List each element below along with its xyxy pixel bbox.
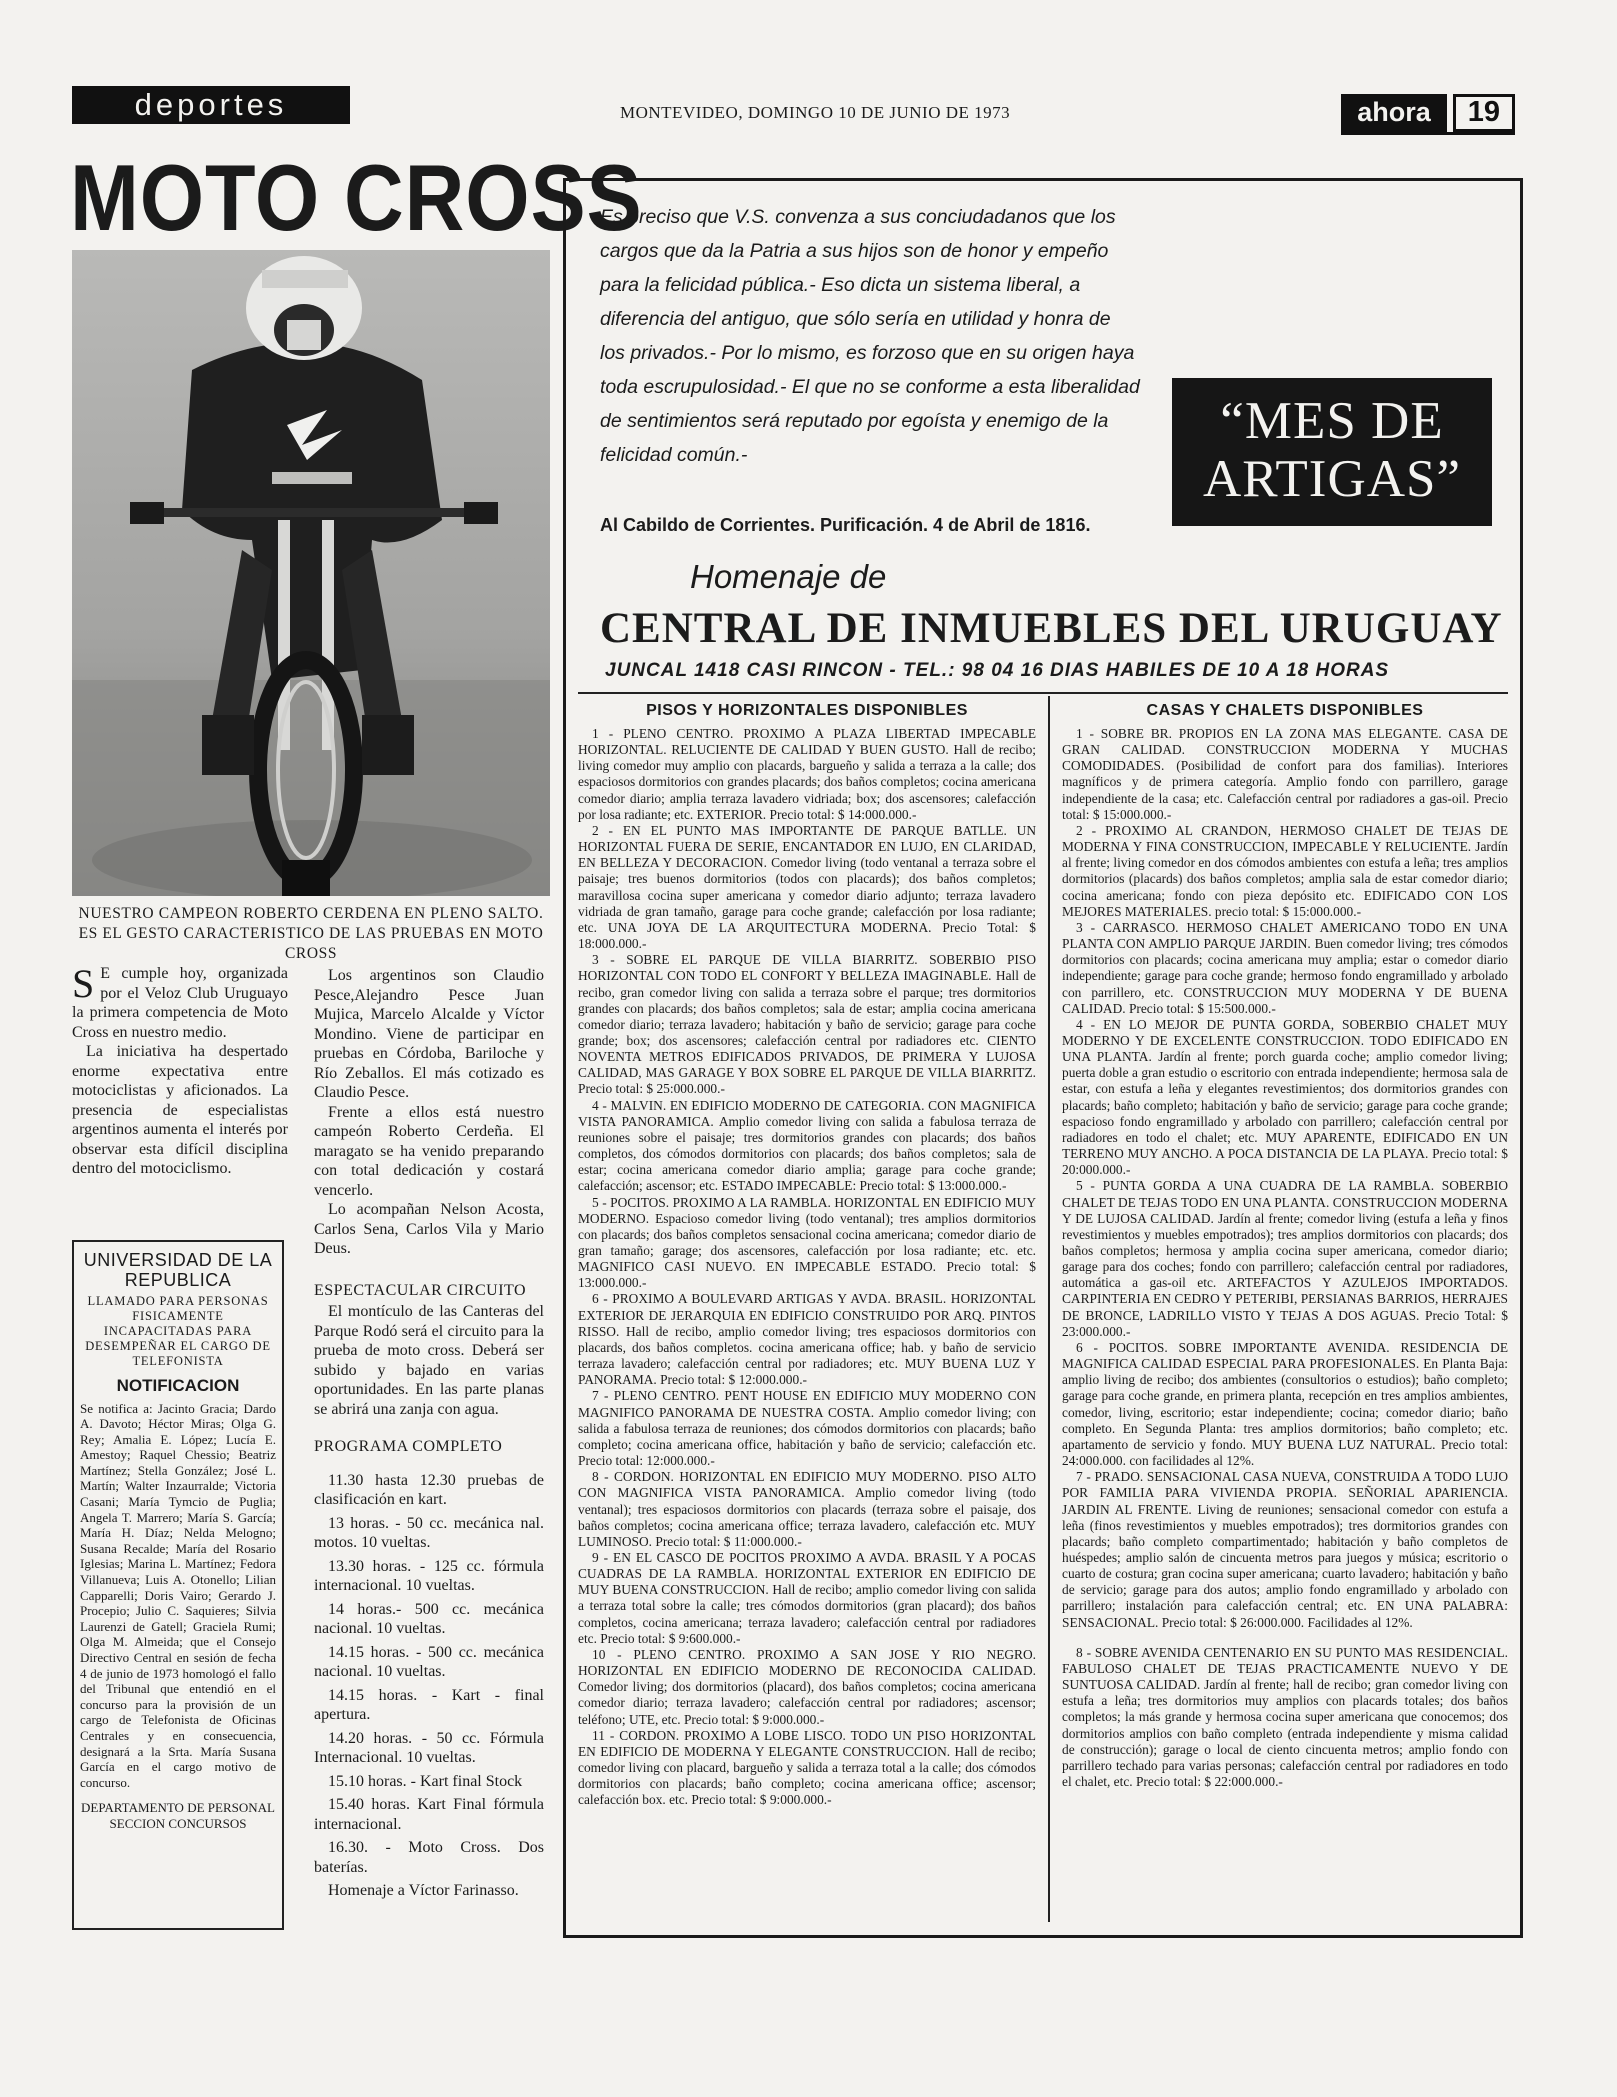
program-item: 14.20 horas. - 50 cc. Fórmula Internacional. 10 vueltas. [314, 1729, 544, 1766]
listing-item: 4 - MALVIN. EN EDIFICIO MODERNO DE CATEGORIA. CON MAGNIFICA VISTA PANORAMICA. Amplio comedor living con salida a fabulosa terraza de reuniones sobre el paisaje; tres dormitorios grandes con placards; dos baños completos, dos cómodos dormitorios con placards; dos baños completos; sala de estar; cocina americana comedor diario amplia; garage para coche grande; calefacción; ascensor; etc. ESTADO IMPECABLE: Precio total: $ 13:000.000.- [578, 1097, 1036, 1194]
houses-column [1062, 702, 1508, 1790]
headline: MOTO CROSS [70, 145, 643, 250]
program-item: 14.15 horas. - Kart - final apertura. [314, 1686, 544, 1723]
listing-item: 6 - POCITOS. SOBRE IMPORTANTE AVENIDA. RESIDENCIA DE MAGNIFICA CALIDAD ESPECIAL PARA PROFESIONALES. En Planta Baja: amplio living de recibo; dos ambientes (consultorios o estudios); baño completo; garage para coche grande, en primera planta, recepción en tres amplios ambientes, comedor, living, escritorio; estar independiente; cocina; comedor diario; baño completo. En Segunda Planta: tres amplios dormitorios; baño completo; etc. apartamento de servicio y fondo. MUY BUENA LUZ NATURAL. Precio total: 24:000.000. con facilidades al 12%. [1062, 1339, 1508, 1469]
circuit-paragraph: El montículo de las Canteras del Parque Rodó será el circuito para la prueba de moto cross. Deberá ser subido y bajado en varias oportunidades. En las parte planas se abrirá una zanja con agua. [314, 1303, 544, 1418]
apartments-heading: PISOS Y HORIZONTALES DISPONIBLES [646, 702, 968, 719]
rider-illustration [72, 250, 550, 896]
listing-item: 11 - CORDON. PROXIMO A LOBE LISCO. TODO UN PISO HORIZONTAL EN EDIFICIO DE MODERNA Y ELEGANTE CONSTRUCCION. Hall de recibo; comedor living con placard, bargueño y salida a terraza total a la calle; dos cómodos dormitorios con placards; baño completo; cocina americana office; ascensor; calefacción box. etc. Precio total: $ 9:000.000.- [578, 1727, 1036, 1808]
column-divider [1048, 696, 1050, 1922]
listing-item: 8 - CORDON. HORIZONTAL EN EDIFICIO MUY MODERNO. PISO ALTO CON MAGNIFICA VISTA PANORAMICA. Amplio comedor living (todo ventanal); tres espaciosos dormitorios con placards (terraza sobre el paisaje, dos baños completos; cocina americana office; terraza lavadero, calefacción etc. MUY LUMINOSO. Precio total: $ 11:000.000.- [578, 1469, 1036, 1549]
listing-item: 1 - PLENO CENTRO. PROXIMO A PLAZA LIBERTAD IMPECABLE HORIZONTAL. RELUCIENTE DE CALIDAD Y BUEN GUSTO. Hall de recibo; living comedor muy amplio con placards, bargueño y salida a terraza a la calle; dos espaciosos dormitorios con grandes placards; dos baños completos; cocina americana comedor diario; amplia terraza lavadero vidriada; box; dos ascensores; calefacción por losa radiante; etc. EXTERIOR. Precio total: $ 14:000.000.- [578, 726, 1036, 822]
listing-item: 2 - PROXIMO AL CRANDON, HERMOSO CHALET DE TEJAS DE MODERNA Y FINA CONSTRUCCION, IMPECABLE Y RELUCIENTE. Jardín al frente; living comedor en dos cómodos ambientes con estufa a leña; tres amplios dormitorios (placards) dos baños completos; amplia sala de estar comedor diario; cocina americana; fondo con pieza depósito etc. EDIFICADO CON LOS MEJORES MATERIALES. precio total: $ 15:000.000.- [1062, 822, 1508, 919]
company-contact: JUNCAL 1418 CASI RINCON - TEL.: 98 04 16 DIAS HABILES DE 10 A 18 HORAS [605, 660, 1390, 681]
subheading-circuit: ESPECTACULAR CIRCUITO [314, 1281, 527, 1299]
artigas-quote: Es preciso que V.S. convenza a sus conciudadanos que los cargos que da la Patria a sus hijos son de honor y empeño para la felicidad pública.- Eso dicta un sistema liberal, a diferencia del antiguo, que sólo sería en utilidad y honra de los privados.- Por lo mismo, es forzoso que en su origen haya toda escrupulosidad.- El que no se conforme a esta liberalidad de sentimientos será reputado por egoísta y enemigo de la felicidad común.- [600, 206, 1140, 466]
program-item: 14.15 horas. - 500 cc. mecánica nacional. 10 vueltas. [314, 1643, 544, 1680]
program-item: 14 horas.- 500 cc. mecánica nacional. 10 vueltas. [314, 1600, 544, 1637]
notice-heading: NOTIFICACION [116, 1376, 240, 1395]
notice-body: Se notifica a: Jacinto Gracia; Dardo A. Davoto; Héctor Miras; Olga G. Rey; Amalia E. López; Lucía E. Amestoy; Raquel Chessio; Beatriz Martínez; Stella González; José L. Martín; Walter Inzaurralde; Victoria Casani; María Tymcio de Puglia; Angela T. Marrero; María S. García; María H. Díaz; Nelda Melogno; Susana Recalde; María del Rosario Iglesias; Marina L. Martínez; Fedora Villanueva; Luis A. Otonello; Lilian Capparelli; Doris Vairo; Gerardo J. Procepio; Julio C. Saquieres; Silvia Laurenzi de Gatell; Graciela Rumi; Olga M. Almeida; que el Consejo Directivo Central en sesión de fecha 4 de junio de 1973 homologó el fallo del Tribunal que entendió en el concurso para la provisión de un cargo de Telefonista de Oficinas Centrales y en consecuencia, designará a la Srta. María Susana García en el cargo motivo de concurso. [80, 1400, 276, 1790]
drop-cap: S [72, 961, 95, 1006]
apartments-list [578, 726, 1036, 1808]
listing-item: 5 - POCITOS. PROXIMO A LA RAMBLA. HORIZONTAL EN EDIFICIO MUY MODERNO. Espacioso comedor living (todo ventanal); tres amplios dormitorios con placards; dos baños completos sensacional cocina americana; comedor diario de gran tamaño; garage; dos ascensores, calefacción por losa radiante; etc. etc. MAGNIFICO CASI NUEVO. EN IMPECABLE ESTADO. Precio total: $ 13:000.000.- [578, 1194, 1036, 1291]
apartments-column [578, 702, 1036, 1808]
notice-title: UNIVERSIDAD DE LA REPUBLICA [83, 1250, 273, 1290]
motocross-photo [72, 250, 550, 896]
houses-heading: CASAS Y CHALETS DISPONIBLES [1146, 702, 1424, 719]
notice-footer: DEPARTAMENTO DE PERSONAL SECCION CONCURSOS [81, 1800, 275, 1832]
article-paragraph: Los argentinos son Claudio Pesce,Alejandro Pesce Juan Mujica, Marcelo Alcalde y Víctor Mondino. Viene de participar en pruebas en Córdoba, Bariloche y Río Zeballos. El más cotizado es Claudio Pesce. [314, 967, 544, 1101]
company-name: CENTRAL DE INMUEBLES DEL URUGUAY [600, 605, 1503, 652]
program-item: Homenaje a Víctor Farinasso. [328, 1882, 519, 1899]
listing-item: 8 - SOBRE AVENIDA CENTENARIO EN SU PUNTO MAS RESIDENCIAL. FABULOSO CHALET DE TEJAS PRACTICAMENTE NUEVO Y DE SUNTUOSA CALIDAD. Jardín al frente; hall de recibo; gran comedor living con estufa a leña; tres dormitorios muy amplios con placards totales; dos baños completos; la más grande y hermosa cocina super americana que conocemos; dos dormitorios amplios con baño completo (entrada independiente y misma calidad de construcción); garage o local de ciento cincuenta metros; amplio fondo con parrillero techado para varias personas; calefacción central por radiadores en todo el chalet, etc. Precio total: $ 22:000.000.- [1062, 1644, 1508, 1789]
article-paragraph: La iniciativa ha despertado enorme expectativa entre motociclistas y aficionados. La presencia de especialistas argentinos aumenta el interés por observar esta difícil disciplina dentro del motociclismo. [72, 1043, 288, 1177]
dateline: MONTEVIDEO, DOMINGO 10 DE JUNIO DE 1973 [620, 103, 1011, 122]
page-number: 19 [1453, 94, 1515, 132]
photo-caption: NUESTRO CAMPEON ROBERTO CERDENA EN PLENO SALTO. ES EL GESTO CARACTERISTICO DE LAS PRUEBAS EN MOTO CROSS [78, 905, 544, 962]
listing-item: 7 - PLENO CENTRO. PENT HOUSE EN EDIFICIO MUY MODERNO CON MAGNIFICO PANORAMA DE NUESTRA COSTA. Amplio comedor living; con salida a fabulosa terraza de reuniones; dos cómodos dormitorios con placards; baño completo; cocina americana office, habitación y baño de servicio; calefacción etc. Precio total: 12:000.000.- [578, 1388, 1036, 1469]
program-item: 13 horas. - 50 cc. mecánica nal. motos. 10 vueltas. [314, 1514, 544, 1551]
mes-de-artigas-box: “MES DE ARTIGAS” [1172, 378, 1492, 526]
program-item: 16.30. - Moto Cross. Dos baterías. [314, 1839, 544, 1876]
newspaper-name: ahora [1341, 94, 1447, 132]
article-paragraph: Frente a ellos está nuestro campeón Roberto Cerdeña. El maragato se ha venido preparando con total dedicación y costará vencerlo. [314, 1103, 544, 1199]
listing-item: 7 - PRADO. SENSACIONAL CASA NUEVA, CONSTRUIDA A TODO LUJO POR FAMILIA PARA VIVIENDA PROPIA. SEÑORIAL APARIENCIA. JARDIN AL FRENTE. Living de reuniones; sensacional comedor con estufa a leña (finos revestimientos y muebles empotrados); tres dormitorios grandes con placards; baño completo compartimentado; habitación y baño completos de huéspedes; amplio salón de cincuenta metros para juegos y música; escritorio o cuarto de costura; gran cocina super americana; cuarto lavadero; habitación y baño de servicio; garage para dos autos; amplio fondo engramillado y arbolado con parrillero; instalación para calefacción central; etc. EN UNA PALABRA: SENSACIONAL. Precio total: $ 26:000.000. Facilidades al 12%. [1062, 1469, 1508, 1630]
divider [578, 692, 1508, 694]
notice-subtitle: LLAMADO PARA PERSONAS FISICAMENTE INCAPACITADAS PARA DESEMPEÑAR EL CARGO DE TELEFONISTA [85, 1294, 271, 1368]
program-item: 11.30 hasta 12.30 pruebas de clasificación en kart. [314, 1471, 544, 1508]
listing-item: 3 - SOBRE EL PARQUE DE VILLA BIARRITZ. SOBERBIO PISO HORIZONTAL CON TODO EL CONFORT Y BELLEZA IMAGINABLE. Hall de recibo, gran comedor living con salida a terraza sobre el parque; tres dormitorios grandes con placards; dos baños completos; sala de estar; amplia cocina americana comedor diario; terraza lavadero; habitación y baño de servicio; garage para coche grande; box; dos ascensores; calefacción central por radiadores etc. CIENTO NOVENTA METROS EDIFICADOS PRIVADOS, DE PRIMERA Y LUJOSA CALIDAD, MAS GARAGE Y BOX SOBRE EL PARQUE DE VILLA BIARRITZ. Precio total: $ 25:000.000.- [578, 952, 1036, 1097]
listing-item: 5 - PUNTA GORDA A UNA CUADRA DE LA RAMBLA. SOBERBIO CHALET DE TEJAS TODO EN UNA PLANTA. CONSTRUCCION MODERNA Y DE LUJOSA CALIDAD. Jardín al frente; comedor living (estufa a leña y finos revestimientos y muebles empotrados); tres amplios dormitorios con placards; dos baños completos; hermosa y amplia cocina super americana, comedor diario; garage para dos coches; fondo con parrillero; calefacción central por radiadores, automática a gas-oil etc. ARTEFACTOS Y AZULEJOS IMPORTADOS. CARPINTERIA EN CEDRO Y PETERIBI, PERSIANAS BARRIOS, HERRAJES DE BRONCE, LADRILLO VISTO Y TEJAS A DOS AGUAS. Precio Total: $ 23:000.000.- [1062, 1178, 1508, 1339]
listing-item: 3 - CARRASCO. HERMOSO CHALET AMERICANO TODO EN UNA PLANTA CON AMPLIO PARQUE JARDIN. Buen comedor living; tres cómodos dormitorios con placards; cocina americana muy amplia; estar o comedor diario independiente; garage para coche grande; hermoso fondo engramillado y arbolado con parrillero, etc. CONSTRUCCION MUY MODERNA Y DE BUENA CALIDAD. Precio total: $ 15:500.000.- [1062, 919, 1508, 1016]
program-item: 13.30 horas. - 125 cc. fórmula internacional. 10 vueltas. [314, 1557, 544, 1594]
article-column-2 [314, 966, 544, 1905]
listing-item: 1 - SOBRE BR. PROPIOS EN LA ZONA MAS ELEGANTE. CASA DE GRAN CALIDAD. CONSTRUCCION MODERNA Y MUCHAS COMODIDADES. (Posibilidad de confort para dos familias). Interiores magníficos y de primera categoría. Amplio fondo con parrillero, garage independiente de la casa; etc. Calefacción central por radiadores a gas-oil. Precio total: $ 15:000.000.- [1062, 726, 1508, 822]
masthead [1341, 94, 1515, 135]
article-paragraph: Lo acompañan Nelson Acosta, Carlos Sena, Carlos Vila y Mario Deus. [314, 1201, 544, 1257]
program-list [314, 1471, 544, 1901]
listing-item: 6 - PROXIMO A BOULEVARD ARTIGAS Y AVDA. BRASIL. HORIZONTAL EXTERIOR DE JERARQUIA EN EDIFICIO CONSTRUIDO POR ARQ. PINTOS RISSO. Hall de recibo, amplio comedor living; tres espaciosos dormitorios con placards, dos baños completos. cocina americana office; hab. y baño de servicio terraza lavadero; calefacción central por radiadores; etc. MUY BUENA LUZ Y PANORAMA. Precio total: $ 12:000.000.- [578, 1291, 1036, 1388]
quote-source: Al Cabildo de Corrientes. Purificación. 4 de Abril de 1816. [600, 515, 1091, 535]
subheading-program: PROGRAMA COMPLETO [314, 1438, 503, 1455]
article-paragraph: E cumple hoy, organizada por el Veloz Club Uruguayo la primera competencia de Moto Cross en nuestro medio. [72, 965, 288, 1041]
houses-list [1062, 726, 1508, 1790]
listing-item: 10 - PLENO CENTRO. PROXIMO A SAN JOSE Y RIO NEGRO. HORIZONTAL EN EDIFICIO MODERNO DE RECONOCIDA CALIDAD. Comedor living; dos dormitorios (placard), dos baños completos; cocina americana comedor diario; terraza lavadero; calefacción central por radiadores; ascensor; teléfono; UTE, etc. Precio total: $ 9:000.000.- [578, 1646, 1036, 1727]
homenaje-label: Homenaje de [690, 558, 887, 595]
listing-item: 2 - EN EL PUNTO MAS IMPORTANTE DE PARQUE BATLLE. UN HORIZONTAL FUERA DE SERIE, ENCANTADOR EN LUJO, EN CLARIDAD, EN BELLEZA Y DECORACION. Comedor living (todo ventanal a terraza sobre el paisaje; tres buenos dormitorios (todos con placards); dos baños completos; maravillosa cocina super americana y comedor diario adjunto; terraza lavadero vidriada de gran tamaño, garage para coche grande; calefacción por losa radiante; etc. UNA JOYA DE LA ARQUITECTURA MODERNA. Precio Total: $ 18:000.000.- [578, 822, 1036, 952]
university-notice [72, 1240, 284, 1930]
article-column-1 [72, 961, 288, 1179]
program-item: 15.40 horas. Kart Final fórmula internacional. [314, 1796, 544, 1833]
section-label: deportes [72, 86, 350, 124]
program-item: 15.10 horas. - Kart final Stock [328, 1772, 523, 1790]
listing-item: 4 - EN LO MEJOR DE PUNTA GORDA, SOBERBIO CHALET MUY MODERNO Y DE EXCELENTE CONSTRUCCION. TODO EDIFICADO EN UNA PLANTA. Jardín al frente; porch guarda coche; amplio comedor living; puerta doble a gran estudio o escritorio con entrada independiente; hermosa sala de estar, con estufa a leña y elegantes revestimientos; dos dormitorios grandes con placards; baño completo; habitación y baño de servicio; garage para coche grande; espacioso fondo engramillado y arbolado con parrillero; calefacción central por radiadores en todo el chalet; etc. MUY APARENTE, EDIFICADO EN UN TERRENO MUY ANCHO. A POCA DISTANCIA DE LA PLAYA. Precio total: $ 20:000.000.- [1062, 1016, 1508, 1178]
listing-item: 9 - EN EL CASCO DE POCITOS PROXIMO A AVDA. BRASIL Y A POCAS CUADRAS DE LA RAMBLA. HORIZONTAL EXTERIOR EN EDIFICIO DE MUY BUENA CONSTRUCCION. Hall de recibo; amplio comedor living con salida a terraza total sobre la calle; tres cómodos dormitorios (gran placard); dos baños completos, cocina americana; terraza lavadero; calefacción central por radiadores etc. Precio total: $ 9:600.000.- [578, 1549, 1036, 1646]
